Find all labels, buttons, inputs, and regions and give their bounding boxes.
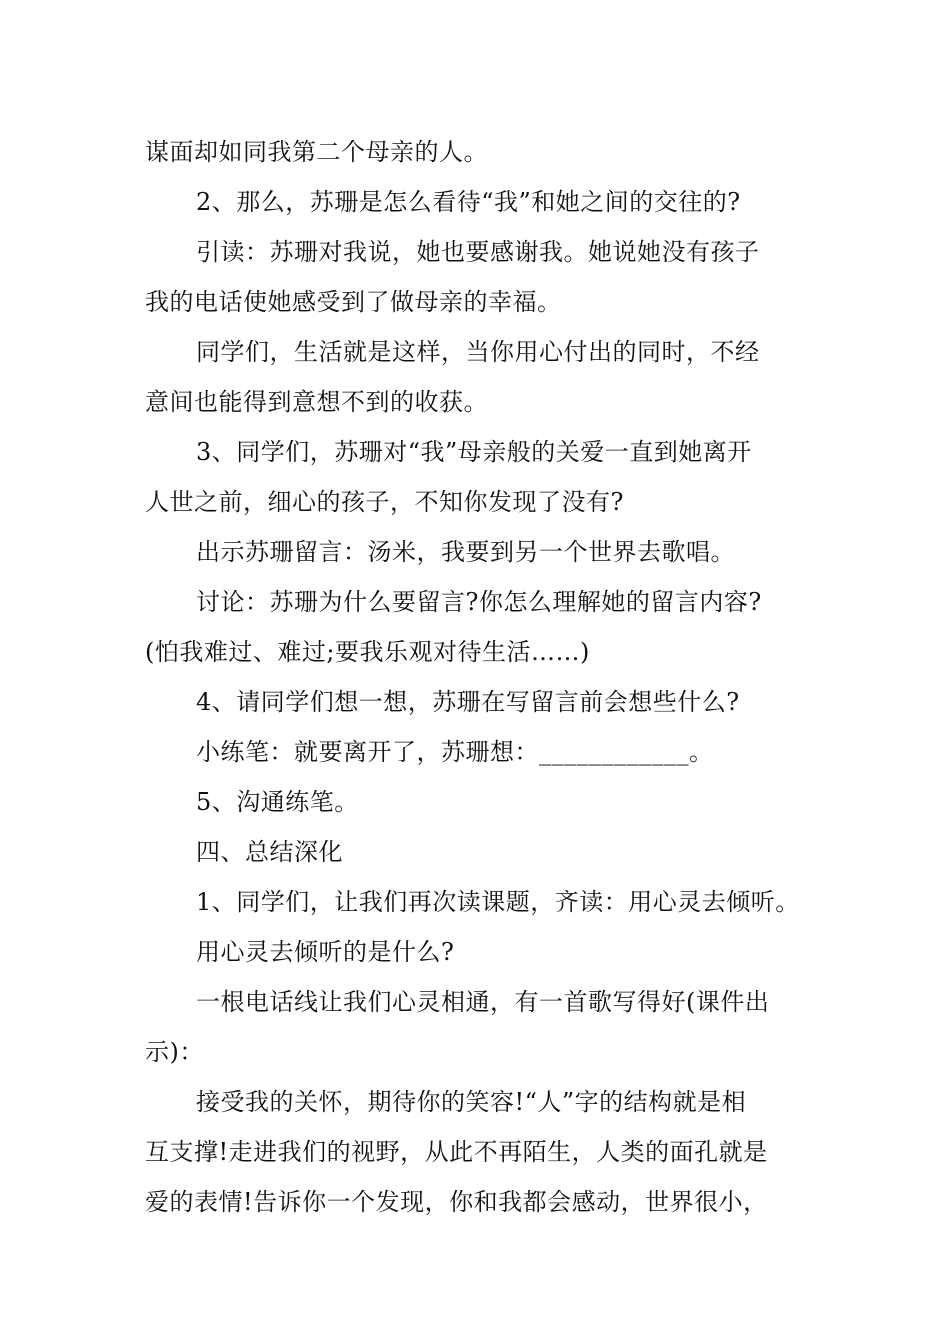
text-line: 用心灵去倾听的是什么?: [196, 938, 455, 966]
text-line: 1、同学们，让我们再次读课题，齐读：用心灵去倾听。: [196, 888, 800, 916]
text-line: (怕我难过、难过;要我乐观对待生活……): [145, 638, 590, 666]
text-line: 示)：: [145, 1038, 204, 1066]
text-line: 同学们，生活就是这样，当你用心付出的同时，不经: [196, 338, 760, 366]
text-line: 4、请同学们想一想，苏珊在写留言前会想些什么?: [196, 688, 740, 716]
text-line: 5、沟通练笔。: [196, 788, 359, 816]
text-line: 一根电话线让我们心灵相通，有一首歌写得好(课件出: [196, 988, 770, 1016]
text-line: 接受我的关怀，期待你的笑容!“人”字的结构就是相: [196, 1088, 747, 1116]
text-line: 爱的表情!告诉你一个发现，你和我都会感动，世界很小，: [145, 1188, 768, 1216]
text-line: 小练笔：就要离开了，苏珊想：____________。: [196, 738, 714, 766]
text-line: 我的电话使她感受到了做母亲的幸福。: [145, 288, 562, 316]
text-line: 2、那么，苏珊是怎么看待“我”和她之间的交往的?: [196, 188, 741, 216]
text-line: 意间也能得到意想不到的收获。: [145, 388, 488, 416]
document-body: [145, 127, 810, 1227]
text-line: 互支撑!走进我们的视野，从此不再陌生，人类的面孔就是: [145, 1138, 768, 1166]
text-line: 出示苏珊留言：汤米，我要到另一个世界去歌唱。: [196, 538, 735, 566]
text-line: 谋面却如同我第二个母亲的人。: [145, 138, 488, 166]
text-line: 人世之前，细心的孩子，不知你发现了没有?: [145, 488, 624, 516]
text-line: 引读：苏珊对我说，她也要感谢我。她说她没有孩子: [196, 238, 760, 266]
text-line: 3、同学们，苏珊对“我”母亲般的关爱一直到她离开: [196, 438, 752, 466]
text-line: 讨论：苏珊为什么要留言?你怎么理解她的留言内容?: [196, 588, 762, 616]
section-heading: 四、总结深化: [196, 838, 343, 866]
